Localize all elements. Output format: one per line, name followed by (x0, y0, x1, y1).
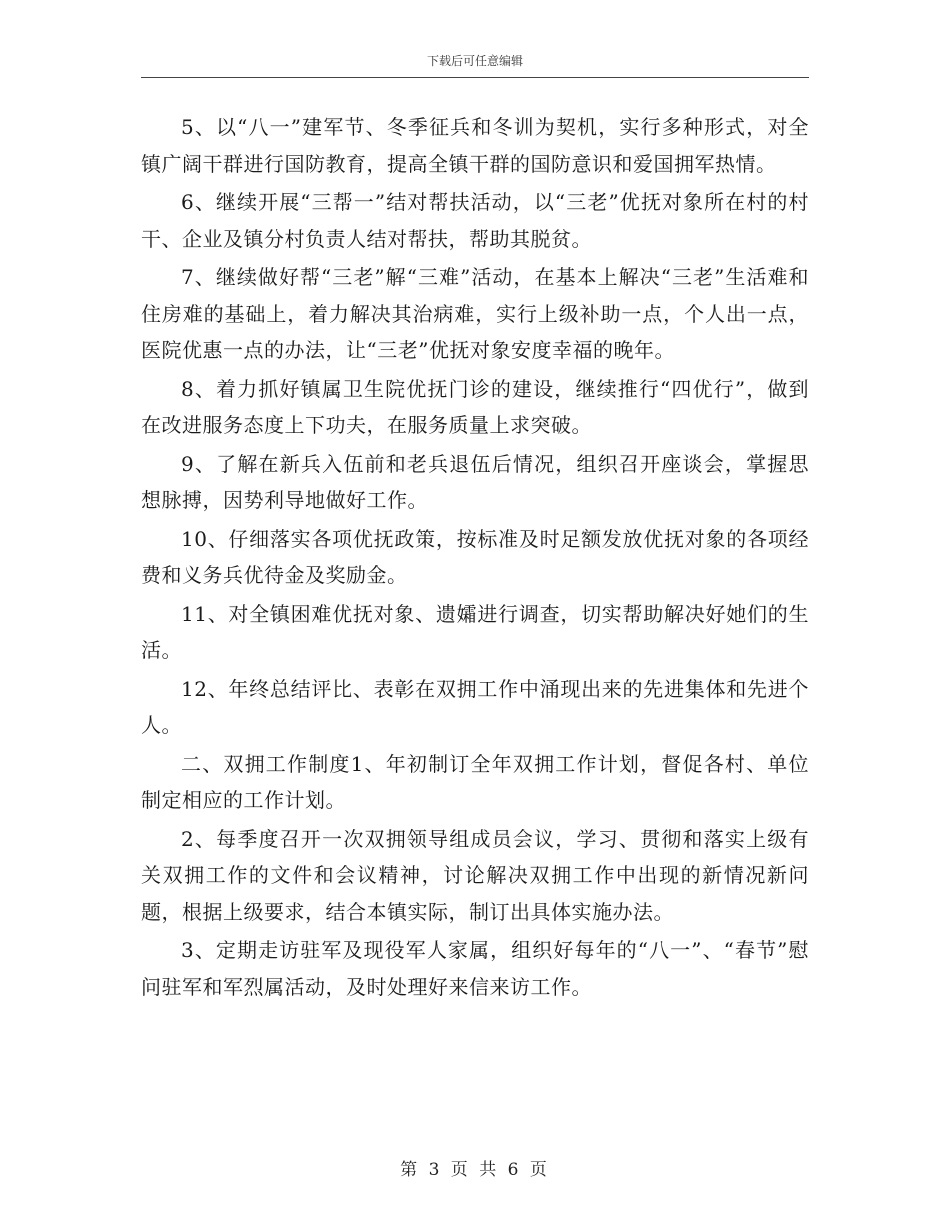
paragraph-item-7: 7、继续做好帮“三老”解“三难”活动，在基本上解决“三老”生活难和住房难的基础上，着力解决其治病难，实行上级补助一点，个人出一点，医院优惠一点的办法，让“三老”优抚对象安度幸福的晚年。 (141, 265, 809, 362)
header-divider (141, 77, 809, 78)
paragraph-rule-2: 2、每季度召开一次双拥领导组成员会议，学习、贯彻和落实上级有关双拥工作的文件和会议精神，讨论解决双拥工作中出现的新情况新问题，根据上级要求，结合本镇实际，制订出具体实施办法。 (141, 826, 809, 924)
paragraph-item-8: 8、着力抓好镇属卫生院优抚门诊的建设，继续推行“四优行”，做到在改进服务态度上下功夫，在服务质量上求突破。 (141, 376, 809, 437)
paragraph-item-10: 10、仔细落实各项优抚政策，按标准及时足额发放优抚对象的各项经费和义务兵优待金及奖励金。 (141, 526, 809, 587)
page-header: 下载后可任意编辑 (426, 54, 523, 68)
page-number: 第 3 页 共 6 页 (400, 1160, 550, 1180)
document-body (141, 109, 809, 1007)
paragraph-item-12: 12、年终总结评比、表彰在双拥工作中涌现出来的先进集体和先进个人。 (141, 676, 809, 737)
paragraph-item-9: 9、了解在新兵入伍前和老兵退伍后情况，组织召开座谈会，掌握思想脉搏，因势利导地做好工作。 (141, 451, 809, 512)
paragraph-item-6: 6、继续开展“三帮一”结对帮扶活动，以“三老”优抚对象所在村的村干、企业及镇分村负责人结对帮扶，帮助其脱贫。 (141, 190, 809, 251)
paragraph-rule-3: 3、定期走访驻军及现役军人家属，组织好每年的“八一”、“春节”慰问驻军和军烈属活动，及时处理好来信来访工作。 (141, 938, 809, 999)
paragraph-item-5: 5、以“八一”建军节、冬季征兵和冬训为契机，实行多种形式，对全镇广阔干群进行国防教育，提高全镇干群的国防意识和爱国拥军热情。 (141, 115, 809, 176)
paragraph-item-11: 11、对全镇困难优抚对象、遗孀进行调查，切实帮助解决好她们的生活。 (141, 601, 809, 662)
section-two-paragraph: 二、双拥工作制度1、年初制订全年双拥工作计划，督促各村、单位制定相应的工作计划。 (141, 751, 809, 812)
